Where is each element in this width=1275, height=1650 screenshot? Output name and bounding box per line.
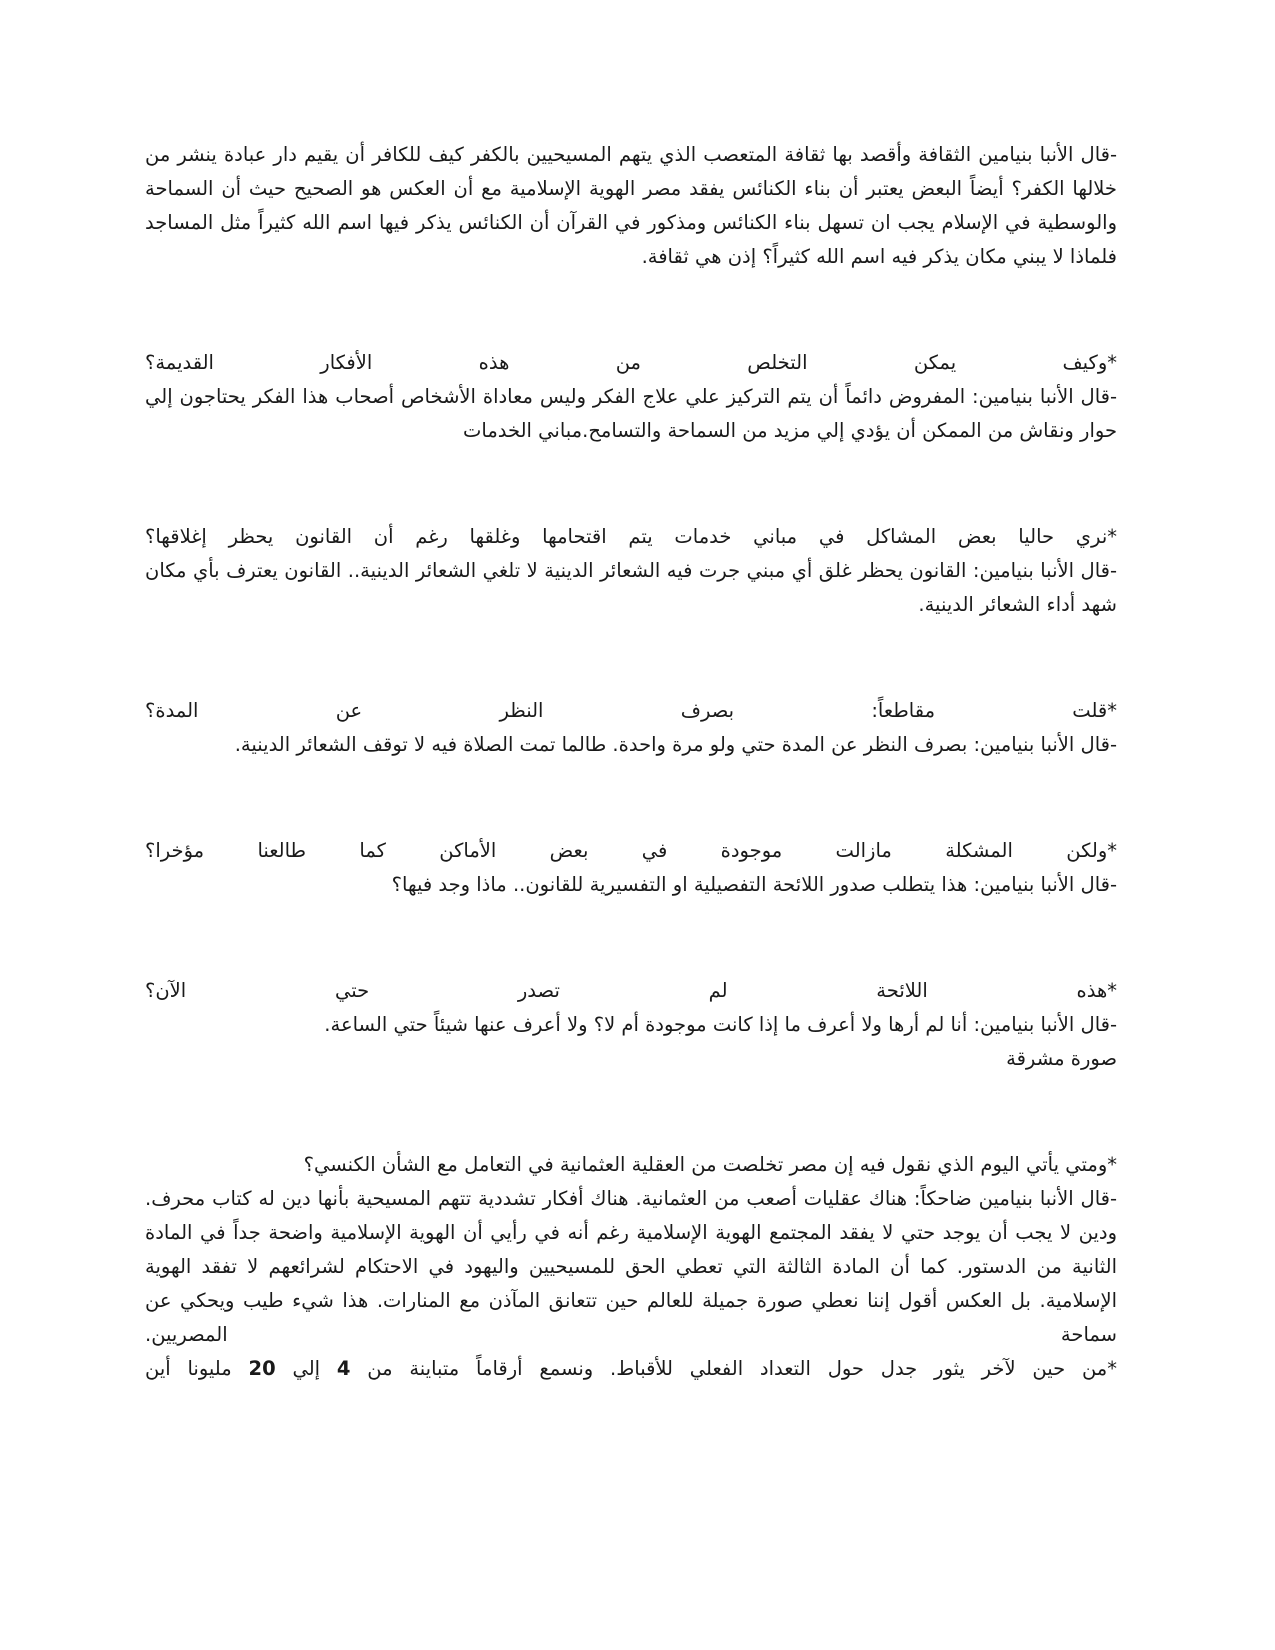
section-heading: صورة مشرقة bbox=[1006, 1047, 1117, 1070]
number-20: 20 bbox=[248, 1357, 276, 1380]
question-8-mid: إلي bbox=[292, 1357, 321, 1380]
question-4: *قلت مقاطعاً: بصرف النظر عن المدة؟ bbox=[145, 699, 1117, 722]
question-2: *وكيف يمكن التخلص من هذه الأفكار القديمة؟ bbox=[145, 351, 1117, 374]
question-8-pre: *من حين لآخر يثور جدل حول التعداد الفعلي للأقباط. ونسمع أرقاماً متباينة من bbox=[367, 1357, 1117, 1380]
answer-2: -قال الأنبا بنيامين: المفروض دائماً أن يتم التركيز علي علاج الفكر وليس معاداة الأشخاص أصحاب هذا الفكر يحتاجون إلي حوار ونقاش من الممكن أن يؤدي إلي مزيد من السماحة والتسامح.مباني الخدمات bbox=[145, 385, 1117, 442]
spacer bbox=[145, 274, 1117, 346]
document-page bbox=[145, 138, 1117, 1386]
answer-6: -قال الأنبا بنيامين: أنا لم أرها ولا أعرف ما إذا كانت موجودة أم لا؟ ولا أعرف عنها شيئاً حتي الساعة. bbox=[324, 1013, 1117, 1036]
question-7: *ومتي يأتي اليوم الذي نقول فيه إن مصر تخلصت من العقلية العثمانية في التعامل مع الشأن الكنسي؟ bbox=[303, 1153, 1117, 1176]
spacer bbox=[145, 902, 1117, 974]
spacer bbox=[145, 448, 1117, 520]
number-4: 4 bbox=[336, 1357, 351, 1380]
question-6: *هذه اللائحة لم تصدر حتي الآن؟ bbox=[145, 979, 1117, 1002]
answer-4: -قال الأنبا بنيامين: بصرف النظر عن المدة حتي ولو مرة واحدة. طالما تمت الصلاة فيه لا توقف الشعائر الدينية. bbox=[234, 733, 1117, 756]
spacer bbox=[145, 762, 1117, 834]
question-3: *نري حاليا بعض المشاكل في مباني خدمات يتم اقتحامها وغلقها رغم أن القانون يحظر إغلاقها؟ bbox=[145, 525, 1117, 548]
spacer bbox=[145, 1076, 1117, 1148]
question-8 bbox=[145, 1352, 1117, 1386]
question-5: *ولكن المشكلة مازالت موجودة في بعض الأماكن كما طالعنا مؤخرا؟ bbox=[145, 839, 1117, 862]
question-8-post: مليونا أين bbox=[145, 1357, 232, 1380]
answer-7: -قال الأنبا بنيامين ضاحكاً: هناك عقليات أصعب من العثمانية. هناك أفكار تشددية تتهم المسيحية بأنها دين له كتاب محرف. ودين لا يجب أن يوجد حتي لا يفقد المجتمع الهوية الإسلامية رغم أنه في رأيي أن الهوية الإسلامية واضحة جداً في المادة الثانية من الدستور. كما أن المادة الثالثة التي تعطي الحق للمسيحيين واليهود في الاحتكام لشرائعهم لا تفقد الهوية الإسلامية. بل العكس أقول إننا نعطي صورة جميلة للعالم حين تتعانق المآذن مع المنارات. هذا شيء طيب ويحكي عن سماحة المصريين. bbox=[145, 1187, 1117, 1346]
answer-5: -قال الأنبا بنيامين: هذا يتطلب صدور اللائحة التفصيلية او التفسيرية للقانون.. ماذا وجد فيها؟ bbox=[391, 873, 1117, 896]
paragraph-answer-1: -قال الأنبا بنيامين الثقافة وأقصد بها ثقافة المتعصب الذي يتهم المسيحيين بالكفر كيف للكافر أن يقيم دار عبادة ينشر من خلالها الكفر؟ أيضاً البعض يعتبر أن بناء الكنائس يفقد مصر الهوية الإسلامية مع أن العكس هو الصحيح حيث أن السماحة والوسطية في الإسلام يجب ان تسهل بناء الكنائس ومذكور في القرآن أن الكنائس يذكر فيها اسم الله كثيراً مثل المساجد فلماذا لا يبني مكان يذكر فيه اسم الله كثيراً؟ إذن هي ثقافة. bbox=[145, 143, 1117, 268]
spacer bbox=[145, 622, 1117, 694]
answer-3: -قال الأنبا بنيامين: القانون يحظر غلق أي مبني جرت فيه الشعائر الدينية لا تلغي الشعائر الدينية.. القانون يعترف بأي مكان شهد أداء الشعائر الدينية. bbox=[145, 559, 1117, 616]
